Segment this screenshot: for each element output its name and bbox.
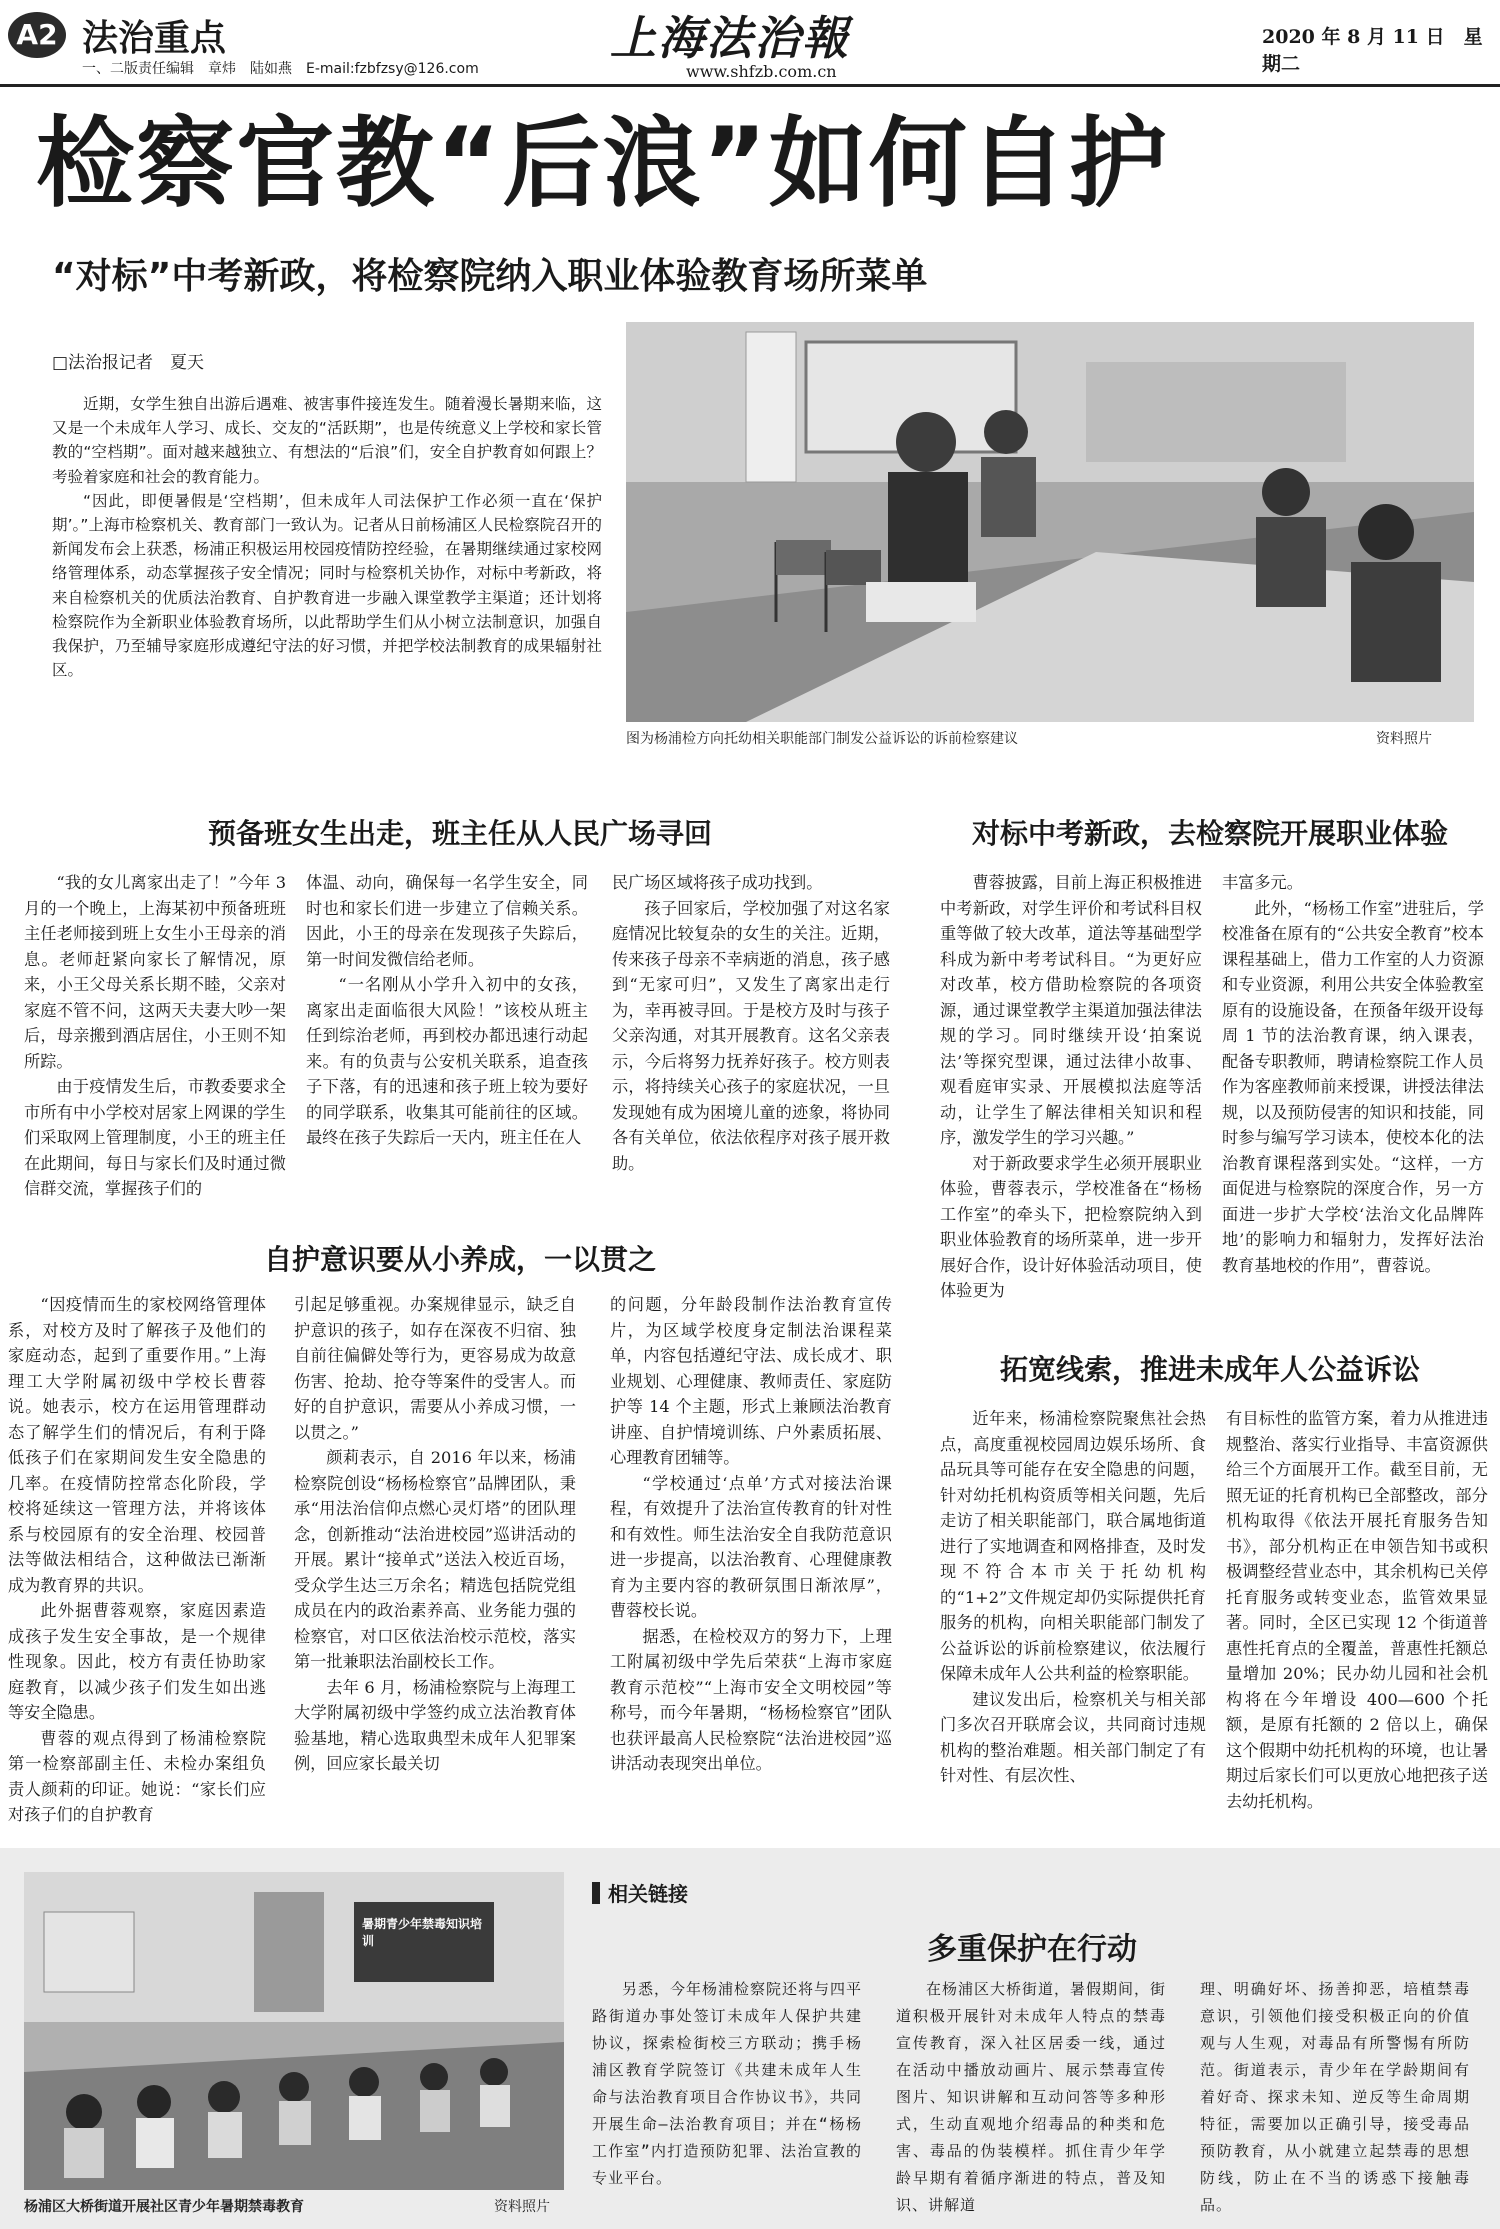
- section3-col3: [610, 1292, 892, 1777]
- section4-title: 拓宽线索，推进未成年人公益诉讼: [999, 1353, 1420, 1386]
- top-photo: [626, 322, 1474, 722]
- related-col2: [896, 1976, 1166, 2219]
- section4-paragraph: 近年来，杨浦检察院聚焦社会热点，高度重视校园周边娱乐场所、食品玩具等可能存在安全隐患的问题，针对幼托机构资质等相关问题，先后走访了相关职能部门，联合属地街道进行了实地调查和网格排查，及时发现不符合本市关于托幼机构的“1+2”文件规定却仍实际提供托育服务的机构，向相关职能部门制发了公益诉讼的诉前检察建议，依法履行保障未成年人公共利益的检察职能。: [940, 1409, 1206, 1683]
- section4-paragraph: 建议发出后，检察机关与相关部门多次召开联席会议，共同商讨违规机构的整治难题。相关部门制定了有针对性、有层次性、: [940, 1689, 1206, 1785]
- section4-col1: [940, 1406, 1206, 1789]
- section1-title: 预备班女生出走，班主任从人民广场寻回: [207, 817, 712, 850]
- section1-col1: [24, 870, 286, 1202]
- section2-paragraph: 丰富多元。: [1222, 873, 1303, 892]
- related-title: 多重保护在行动: [927, 1932, 1137, 1967]
- related-photo-caption: 杨浦区大桥街道开展社区青少年暑期禁毒教育: [24, 2199, 304, 2215]
- masthead-rule: [0, 84, 1500, 87]
- top-photo-caption: 图为杨浦检方向托幼相关职能部门制发公益诉讼的诉前检察建议: [626, 731, 1018, 747]
- main-headline: 检察官教“后浪”如何自护: [36, 107, 1169, 221]
- newspaper-logo: 上海法治報: [610, 11, 850, 65]
- section3-title: 自护意识要从小养成，一以贯之: [263, 1243, 656, 1276]
- section2-paragraph: 曹蓉披露，目前上海正积极推进中考新政，对学生评价和考试科目权重等做了较大改革，道法等基础型学科成为新中考考试科目。“为更好应对改革，校方借助检察院的各项资源，通过课堂教学主渠道加强法律法规的学习。同时继续开设‘拍案说法’等探究型课，通过法律小故事、观看庭审实录、开展模拟法庭等活动，让学生了解法律相关知识和程序，激发学生的学习兴趣。”: [940, 873, 1202, 1147]
- lead-paragraph-2: “因此，即便暑假是‘空档期’，但未成年人司法保护工作必须一直在‘保护期’。”上海市检察机关、教育部门一致认为。记者从日前杨浦区人民检察院召开的新闻发布会上获悉，杨浦正积极运用校园疫情防控经验，在暑期继续通过家校网络管理体系，动态掌握孩子安全情况；同时与检察机关协作，对标中考新政，将来自检察机关的优质法治教育、自护教育进一步融入课堂教学主渠道；还计划将检察院作为全新职业体验教育场所，以此帮助学生们从小树立法制意识，加强自我保护，乃至辅导家庭形成遵纪守法的好习惯，并把学校法制教育的成果辐射社区。: [52, 491, 602, 680]
- related-photo-credit: 资料照片: [494, 2199, 550, 2215]
- section2-col1: [940, 870, 1202, 1304]
- section4-paragraph: 有目标性的监管方案，着力从推进违规整治、落实行业指导、丰富资源供给三个方面展开工作。截至目前，无照无证的托育机构已全部整改，部分机构取得《依法开展托育服务告知书》，部分机构正在申领告知书或积极调整经营业态中，其余机构已关停托育服务或转变业态，监管效果显著。同时，全区已实现 12 个街道普惠性托育点的全覆盖，普惠性托额总量增加 20%；民办幼儿园和社会机构将在今年增设 400—600 个托额，是原有托额的 2 倍以上，确保这个假期中幼托机构的环境，也让暑期过后家长们可以更放心地把孩子送去幼托机构。: [1226, 1409, 1488, 1811]
- section3-col2: [294, 1292, 576, 1777]
- section2-col2: [1222, 870, 1484, 1278]
- top-photo-credit: 资料照片: [1376, 731, 1432, 747]
- related-paragraph: 另悉，今年杨浦检察院还将与四平路街道办事处签订未成年人保护共建协议，探索检街校三方联动；携手杨浦区教育学院签订《共建未成年人生命与法治教育项目合作协议书》，共同开展生命—法治教育项目；并在“杨杨工作室”内打造预防犯罪、法治宣教的专业平台。: [592, 1980, 863, 2187]
- banner-text: 暑期青少年禁毒知识培训: [362, 1917, 483, 1948]
- newspaper-url: www.shfzb.com.cn: [686, 62, 837, 81]
- related-col1: [592, 1976, 862, 2192]
- section1-paragraph: “一名刚从小学升入初中的女孩，离家出走面临很大风险！”该校从班主任到综治老师，再到校办都迅速行动起来。有的负责与公安机关联系，追查孩子下落，有的迅速和孩子班上较为要好的同学联系，收集其可能前往的区域。最终在孩子失踪后一天内，班主任在人: [306, 975, 588, 1147]
- section3-col1: [8, 1292, 266, 1828]
- section1-col3: [612, 870, 890, 1176]
- related-paragraph: 在杨浦区大桥街道，暑假期间，街道积极开展针对未成年人特点的禁毒宣传教育，深入社区居委一线，通过在活动中播放动画片、展示禁毒宣传图片、知识讲解和互动问答等多种形式，生动直观地介绍毒品的种类和危害、毒品的伪装模样。抓住青少年学龄早期有着循序渐进的特点，普及知识、讲解道: [896, 1980, 1167, 2214]
- related-label: 相关链接: [608, 1882, 688, 1906]
- section2-paragraph: 对于新政要求学生必须开展职业体验，曹蓉表示，学校准备在“杨杨工作室”的牵头下，把检察院纳入到职业体验教育的场所菜单，进一步开展好合作，设计好体验活动项目，使体验更为: [940, 1153, 1202, 1300]
- related-label-marker: [592, 1882, 600, 1904]
- section3-paragraph: 的问题，分年龄段制作法治教育宣传片，为区域学校度身定制法治课程菜单，内容包括遵纪守法、成长成才、职业规划、心理健康、教师责任、家庭防护等 14 个主题，形式上兼顾法治教育讲座、自护情境训练、户外素质拓展、心理教育团辅等。: [610, 1295, 892, 1467]
- section3-paragraph: “因疫情而生的家校网络管理体系，对校方及时了解孩子及他们的家庭动态，起到了重要作用。”上海理工大学附属初级中学校长曹蓉说。她表示，校方在运用管理群动态了解学生们的情况后，有利于降低孩子们在家期间发生安全隐患的几率。在疫情防控常态化阶段，学校将延续这一管理方法，并将该体系与校园原有的安全治理、校园普法等做法相结合，这种做法已渐渐成为教育界的共识。: [8, 1295, 266, 1595]
- section1-paragraph: 孩子回家后，学校加强了对这名家庭情况比较复杂的女生的关注。近期，传来孩子母亲不幸病逝的消息，孩子感到“无家可归”，又发生了离家出走行为，幸再被寻回。于是校方及时与孩子父亲沟通，对其开展教育。这名父亲表示，今后将努力抚养好孩子。校方则表示，将持续关心孩子的家庭状况，一旦发现她有成为困境儿童的迹象，将协同各有关单位，依法依程序对孩子展开救助。: [612, 898, 890, 1173]
- section3-paragraph: 曹蓉的观点得到了杨浦检察院第一检察部副主任、未检办案组负责人颜莉的印证。她说：“家长们应对孩子们的自护教育: [8, 1728, 266, 1824]
- section1-col2: [306, 870, 588, 1151]
- section-name: 法治重点: [82, 18, 227, 59]
- section3-paragraph: 颜莉表示，自 2016 年以来，杨浦检察院创设“杨杨检察官”品牌团队，秉承“用法治信仰点燃心灵灯塔”的团队理念，创新推动“法治进校园”巡讲活动的开展。累计“接单式”送法入校近百场，受众学生达三万余名；精选包括院党组成员在内的政治素养高、业务能力强的检察官，对口区依法治校示范校，落实第一批兼职法治副校长工作。: [294, 1448, 576, 1671]
- section3-paragraph: “学校通过‘点单’方式对接法治课程，有效提升了法治宣传教育的针对性和有效性。师生法治安全自我防范意识进一步提高，以法治教育、心理健康教育为主要内容的教研氛围日渐浓厚”，曹蓉校长说。: [610, 1473, 892, 1620]
- issue-date: 2020 年 8 月 11 日 星期二: [1262, 26, 1483, 75]
- section2-paragraph: 此外，“杨杨工作室”进驻后，学校准备在原有的“公共安全教育”校本课程基础上，借力工作室的人力资源和专业资源，利用公共安全体验教室原有的设施设备，在预备年级开设每周 1 节的法治教育课，纳入课表，配备专职教师，聘请检察院工作人员作为客座教师前来授课，讲授法律法规，以及预防侵害的知识和技能，同时参与编写学习读本，使校本化的法治教育课程落到实处。“这样，一方面促进与检察院的深度合作，另一方面进一步扩大学校‘法治文化品牌阵地’的影响力和辐射力，发挥好法治教育基地校的作用”，曹蓉说。: [1222, 898, 1484, 1275]
- related-paragraph: 理、明确好坏、扬善抑恶，培植禁毒意识，引领他们接受积极正向的价值观与人生观，对毒品有所警惕有所防范。街道表示，青少年在学龄期间有着好奇、探求未知、逆反等生命周期特征，需要加以正确引导，接受毒品预防教育，从小就建立起禁毒的思想防线，防止在不当的诱惑下接触毒品。: [1200, 1980, 1470, 2214]
- section3-paragraph: 去年 6 月，杨浦检察院与上海理工大学附属初级中学签约成立法治教育体验基地，精心选取典型未成年人犯罪案例，回应家长最关切: [294, 1677, 576, 1773]
- section1-paragraph: 由于疫情发生后，市教委要求全市所有中小学校对居家上网课的学生们采取网上管理制度，小王的班主任在此期间，每日与家长们及时通过微信群交流，掌握孩子们的: [24, 1077, 286, 1198]
- related-photo: [24, 1872, 564, 2190]
- meeting-photo-illustration: [626, 322, 1474, 722]
- section1-paragraph: “我的女儿离家出走了！”今年 3 月的一个晚上，上海某初中预备班班主任老师接到班上女生小王母亲的消息。老师赶紧向家长了解情况，原来，小王父母关系长期不睦，父亲对家庭不管不问，这两天夫妻大吵一架后，母亲搬到酒店居住，小王则不知所踪。: [24, 873, 286, 1071]
- section4-col2: [1226, 1406, 1488, 1814]
- page-number-badge: A2: [8, 12, 66, 58]
- section1-paragraph: 民广场区域将孩子成功找到。: [612, 873, 823, 892]
- related-col3: [1200, 1976, 1470, 2219]
- section3-paragraph: 此外据曹蓉观察，家庭因素造成孩子发生安全事故，是一个规律性现象。因此，校方有责任协助家庭教育，以减少孩子们发生如出逃等安全隐患。: [8, 1601, 266, 1722]
- section2-title: 对标中考新政，去检察院开展职业体验: [971, 817, 1448, 850]
- sub-headline: “对标”中考新政，将检察院纳入职业体验教育场所菜单: [52, 256, 928, 297]
- editor-credits: 一、二版责任编辑 章炜 陆如燕 E-mail:fzbfzsy@126.com: [82, 61, 479, 77]
- lead-text: [52, 392, 602, 682]
- lead-paragraph-1: 近期，女学生独自出游后遇难、被害事件接连发生。随着漫长暑期来临，这又是一个未成年人学习、成长、交友的“活跃期”，也是传统意义上学校和家长管教的“空档期”。面对越来越独立、有想法的“后浪”们，安全自护教育如何跟上？考验着家庭和社会的教育能力。: [52, 395, 602, 486]
- byline: □法治报记者 夏天: [52, 353, 205, 373]
- section1-paragraph: 体温、动向，确保每一名学生安全，同时也和家长们进一步建立了信赖关系。因此，小王的母亲在发现孩子失踪后，第一时间发微信给老师。: [306, 873, 588, 969]
- section3-paragraph: 据悉，在检校双方的努力下，上理工附属初级中学先后荣获“上海市家庭教育示范校”“上海市安全文明校园”等称号，而今年暑期，“杨杨检察官”团队也获评最高人民检察院“法治进校园”巡讲活动表现突出单位。: [610, 1626, 892, 1773]
- section3-paragraph: 引起足够重视。办案规律显示，缺乏自护意识的孩子，如存在深夜不归宿、独自前往偏僻处等行为，更容易成为故意伤害、抢劫、抢夺等案件的受害人。而好的自护意识，需要从小养成习惯，一以贯之。”: [294, 1295, 576, 1442]
